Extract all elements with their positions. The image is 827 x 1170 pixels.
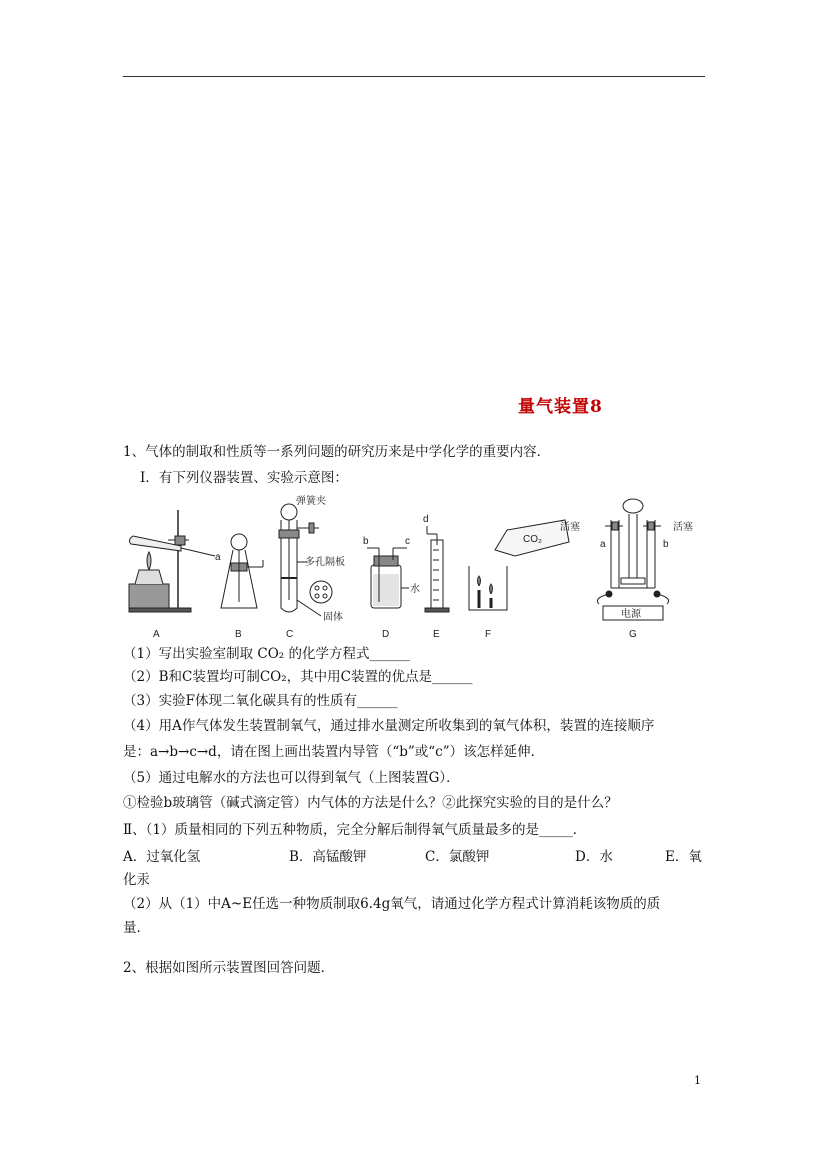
label-e: E (433, 629, 440, 640)
part-2-question-2-line-2: 量． (123, 920, 150, 936)
port-g-b-label: b (663, 539, 669, 550)
port-d-label: d (423, 514, 429, 525)
sub-question-4-line-2: 是：a→b→c→d，请在图上画出装置内导管（“b”或“c”）该怎样延伸． (123, 744, 545, 760)
option-a: A．过氧化氢 (123, 849, 201, 865)
label-d: D (382, 629, 390, 640)
sub-question-5: （5）通过电解水的方法也可以得到氧气（上图装置G）． (123, 770, 460, 786)
apparatus-e (423, 514, 449, 640)
option-c: C．氯酸钾 (425, 849, 490, 865)
spring-clip-label: 弹簧夹 (296, 496, 326, 507)
part-2-question-1: Ⅱ、（1）质量相同的下列五种物质，完全分解后制得氧气质量最多的是_____． (123, 822, 587, 838)
apparatus-f (469, 520, 569, 640)
apparatus-figure (123, 490, 713, 640)
page-number: 1 (694, 1074, 701, 1087)
label-c: C (286, 629, 294, 640)
apparatus-a (129, 510, 221, 640)
porous-plate-label: 多孔隔板 (305, 557, 345, 568)
apparatus-b (221, 534, 263, 640)
question-2: 2、根据如图所示装置图回答问题． (123, 960, 335, 976)
question-1-intro: 1、气体的制取和性质等一系列问题的研究历来是中学化学的重要内容． (123, 444, 551, 460)
stopcock-left-label: 活塞 (560, 522, 580, 533)
part-1-heading: Ⅰ．有下列仪器装置、实验示意图： (140, 470, 348, 486)
option-e: E．氧 (665, 849, 702, 865)
sub-question-3: （3）实验F体现二氧化碳具有的性质有______ (123, 693, 398, 709)
solid-label: 固体 (323, 612, 343, 623)
label-b: B (235, 629, 242, 640)
part-2-question-2-line-1: （2）从（1）中A~E任选一种物质制取6.4g氧气，请通过化学方程式计算消耗该物质的质 (123, 896, 661, 912)
stopcock-right-label: 活塞 (673, 522, 693, 533)
label-f: F (485, 629, 492, 640)
port-c-label: c (405, 536, 410, 547)
port-b-label: b (363, 536, 369, 547)
sub-question-2: （2）B和C装置均可制CO₂，其中用C装置的优点是______ (123, 669, 473, 685)
water-label: 水 (410, 584, 420, 595)
option-e-continuation: 化汞 (123, 872, 150, 888)
sub-question-1: （1）写出实验室制取 CO₂ 的化学方程式______ (123, 646, 410, 662)
port-a-label: a (215, 552, 221, 563)
label-g: G (629, 629, 637, 640)
sub-question-5-details: ①检验b玻璃管（碱式滴定管）内气体的方法是什么？②此探究实验的目的是什么？ (123, 795, 618, 811)
apparatus-g (560, 499, 693, 640)
page-title: 量气装置8 (518, 397, 603, 417)
sub-question-4-line-1: （4）用A作气体发生装置制氧气，通过排水量测定所收集到的氧气体积，装置的连接顺序 (123, 718, 655, 734)
label-a: A (153, 629, 160, 640)
apparatus-c (279, 494, 345, 640)
port-g-a-label: a (600, 539, 606, 550)
option-d: D．水 (575, 849, 613, 865)
apparatus-d (363, 536, 420, 640)
option-b: B．高锰酸钾 (289, 849, 367, 865)
power-label: 电源 (621, 609, 641, 620)
co2-label: CO₂ (523, 534, 542, 545)
header-rule (123, 76, 705, 77)
